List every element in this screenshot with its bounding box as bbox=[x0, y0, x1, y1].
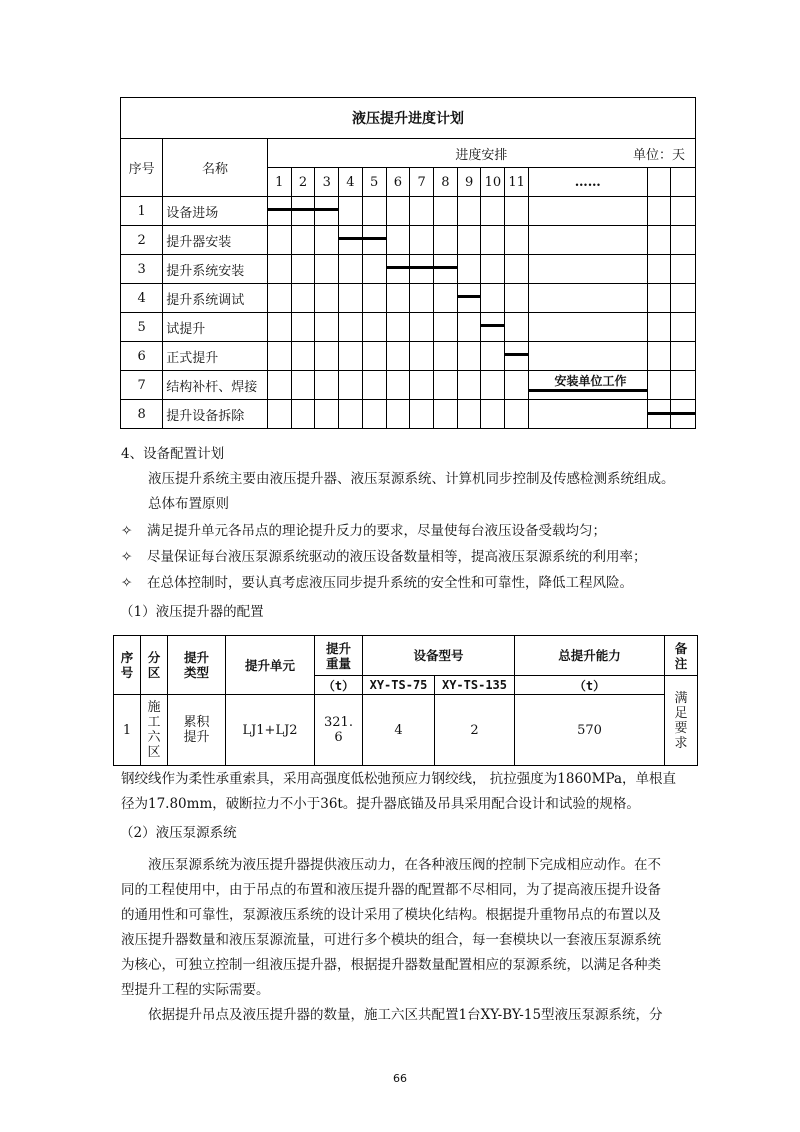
day-cell bbox=[457, 226, 481, 255]
day-header: 4 bbox=[339, 168, 363, 197]
bullet-item bbox=[121, 545, 647, 565]
day-cell bbox=[457, 342, 481, 371]
day-cell bbox=[647, 284, 670, 313]
day-cell bbox=[670, 400, 695, 429]
day-cell bbox=[291, 400, 315, 429]
day-cell bbox=[647, 226, 670, 255]
bullet-icon: ✧ bbox=[121, 523, 133, 539]
header-name: 名称 bbox=[163, 139, 268, 197]
day-cell bbox=[505, 197, 529, 226]
eq-header-seq bbox=[114, 636, 141, 695]
day-cell bbox=[647, 400, 670, 429]
day-cell bbox=[291, 255, 315, 284]
day-cell bbox=[339, 400, 363, 429]
header-progress: 进度安排 bbox=[455, 147, 508, 163]
eq-seq: 1 bbox=[114, 695, 141, 766]
eq-unit-weight: （t） bbox=[315, 676, 363, 695]
day-cell bbox=[505, 255, 529, 284]
day-cell bbox=[410, 226, 434, 255]
eq-m1-qty: 4 bbox=[363, 695, 435, 766]
eq-header-type-text: 提升类型 bbox=[183, 650, 209, 680]
row-no: 7 bbox=[121, 371, 163, 400]
day-cell bbox=[267, 255, 291, 284]
day-cell bbox=[481, 226, 505, 255]
day-cell bbox=[410, 342, 434, 371]
eq-header-seq-text: 序号 bbox=[120, 650, 134, 680]
day-cell bbox=[481, 255, 505, 284]
day-cell bbox=[362, 400, 386, 429]
day-cell bbox=[457, 371, 481, 400]
day-cell bbox=[647, 342, 670, 371]
day-cell bbox=[434, 342, 458, 371]
eq-m2-qty: 2 bbox=[435, 695, 515, 766]
day-cell bbox=[267, 371, 291, 400]
eq-zone bbox=[141, 695, 168, 766]
day-cell bbox=[410, 400, 434, 429]
eq-model-2: XY-TS-135 bbox=[435, 676, 515, 695]
day-cell bbox=[315, 197, 339, 226]
day-cell bbox=[386, 197, 410, 226]
day-cell bbox=[315, 284, 339, 313]
day-cell bbox=[481, 197, 505, 226]
day-header-blank bbox=[647, 168, 670, 197]
pump-para-line: 同的工程使用中，由于吊点的布置和液压提升器的配置都不尽相同，为了提高液压提升设备 bbox=[121, 882, 661, 898]
bullet-item bbox=[121, 519, 606, 539]
bullet-icon: ✧ bbox=[121, 575, 133, 591]
eq-header-type bbox=[168, 636, 226, 695]
day-header-blank bbox=[670, 168, 695, 197]
eq-unit-capacity: （t） bbox=[515, 676, 665, 695]
day-cell bbox=[647, 313, 670, 342]
bullet-text: 满足提升单元各吊点的理论提升反力的要求，尽量使每台液压设备受载均匀； bbox=[147, 523, 606, 539]
day-header: 2 bbox=[291, 168, 315, 197]
day-cell bbox=[457, 284, 481, 313]
day-cell bbox=[410, 313, 434, 342]
day-cell bbox=[291, 342, 315, 371]
day-cell bbox=[362, 197, 386, 226]
eq-zone-text: 施工六区 bbox=[147, 700, 161, 760]
eq-type bbox=[168, 695, 226, 766]
day-cell bbox=[481, 371, 505, 400]
day-cell bbox=[410, 371, 434, 400]
day-cell bbox=[339, 255, 363, 284]
day-cell bbox=[339, 197, 363, 226]
sub1-heading: （1）液压提升器的配置 bbox=[120, 604, 264, 620]
row-no: 5 bbox=[121, 313, 163, 342]
row-no: 1 bbox=[121, 197, 163, 226]
day-cell bbox=[291, 313, 315, 342]
day-cell bbox=[267, 342, 291, 371]
eq-weight bbox=[315, 695, 363, 766]
day-cell bbox=[670, 313, 695, 342]
bullet-text: 尽量保证每台液压泵源系统驱动的液压设备数量相等，提高液压泵源系统的利用率； bbox=[147, 549, 647, 565]
day-cell bbox=[339, 313, 363, 342]
schedule-title: 液压提升进度计划 bbox=[121, 98, 696, 139]
day-cell bbox=[386, 284, 410, 313]
day-cell bbox=[528, 400, 647, 429]
row-task-name: 结构补杆、焊接 bbox=[163, 371, 268, 400]
gantt-note: 安装单位工作 bbox=[554, 373, 627, 388]
day-cell bbox=[528, 371, 647, 400]
day-cell bbox=[434, 313, 458, 342]
day-cell bbox=[362, 284, 386, 313]
eq-header-zone bbox=[141, 636, 168, 695]
day-cell bbox=[528, 197, 647, 226]
section4-intro: 液压提升系统主要由液压提升器、液压泵源系统、计算机同步控制及传感检测系统组成。 bbox=[148, 471, 675, 487]
pump-para-line: 液压泵源系统为液压提升器提供液压动力，在各种液压阀的控制下完成相应动作。在不 bbox=[148, 857, 661, 873]
eq-type-text: 累积提升 bbox=[183, 715, 210, 745]
bullet-icon: ✧ bbox=[121, 549, 133, 565]
day-cell bbox=[528, 342, 647, 371]
day-cell bbox=[670, 255, 695, 284]
day-header: 6 bbox=[386, 168, 410, 197]
day-cell bbox=[386, 400, 410, 429]
day-cell bbox=[457, 400, 481, 429]
day-cell bbox=[339, 226, 363, 255]
row-task-name: 试提升 bbox=[163, 313, 268, 342]
day-cell bbox=[291, 226, 315, 255]
pump-para-line: 液压提升器数量和液压泵源流量，可进行多个模块的组合，每一套模块以一套液压泵源系统 bbox=[121, 932, 661, 948]
eq-unit: LJ1+LJ2 bbox=[226, 695, 315, 766]
eq-capacity: 570 bbox=[515, 695, 665, 766]
schedule-row bbox=[121, 284, 696, 313]
eq-header-remark-text: 备注 bbox=[674, 640, 688, 671]
schedule-row bbox=[121, 226, 696, 255]
pump-para-line: 为核心，可独立控制一组液压提升器，根据提升器数量配置相应的泵源系统，以满足各种类 bbox=[121, 957, 661, 973]
row-task-name: 提升器安装 bbox=[163, 226, 268, 255]
day-cell bbox=[267, 400, 291, 429]
day-cell bbox=[291, 371, 315, 400]
day-cell bbox=[457, 313, 481, 342]
day-cell bbox=[481, 313, 505, 342]
day-cell bbox=[267, 197, 291, 226]
day-cell bbox=[315, 400, 339, 429]
schedule-row bbox=[121, 371, 696, 400]
header-unit: 单位：天 bbox=[632, 148, 685, 163]
row-task-name: 提升设备拆除 bbox=[163, 400, 268, 429]
eq-header-weight-text: 提升重量 bbox=[325, 640, 351, 671]
row-task-name: 提升系统安装 bbox=[163, 255, 268, 284]
day-cell bbox=[339, 284, 363, 313]
schedule-row bbox=[121, 255, 696, 284]
day-cell bbox=[267, 313, 291, 342]
day-cell bbox=[386, 342, 410, 371]
day-cell bbox=[670, 197, 695, 226]
day-cell bbox=[457, 197, 481, 226]
day-cell bbox=[670, 342, 695, 371]
eq-header-model: 设备型号 bbox=[363, 636, 515, 676]
day-cell bbox=[291, 284, 315, 313]
day-cell bbox=[670, 226, 695, 255]
day-cell bbox=[386, 255, 410, 284]
day-cell bbox=[505, 342, 529, 371]
day-cell bbox=[339, 342, 363, 371]
day-cell bbox=[339, 371, 363, 400]
day-cell bbox=[315, 226, 339, 255]
row-no: 6 bbox=[121, 342, 163, 371]
day-cell bbox=[528, 255, 647, 284]
row-task-name: 正式提升 bbox=[163, 342, 268, 371]
header-seq: 序号 bbox=[121, 139, 163, 197]
day-cell bbox=[647, 255, 670, 284]
equipment-table bbox=[113, 635, 698, 766]
day-cell bbox=[670, 371, 695, 400]
day-header: 10 bbox=[481, 168, 505, 197]
day-cell bbox=[528, 284, 647, 313]
day-cell bbox=[267, 284, 291, 313]
day-cell bbox=[267, 226, 291, 255]
day-cell bbox=[315, 313, 339, 342]
bullet-text: 在总体控制时，要认真考虑液压同步提升系统的安全性和可靠性，降低工程风险。 bbox=[147, 575, 633, 591]
page-number: 66 bbox=[393, 1072, 407, 1085]
day-cell bbox=[410, 197, 434, 226]
pump-para-line: 的通用性和可靠性，泵源液压系统的设计采用了模块化结构。根据提升重物吊点的布置以及 bbox=[121, 907, 661, 923]
day-cell bbox=[505, 400, 529, 429]
eq-remark-text: 满足要求 bbox=[674, 690, 688, 751]
pump-para-line: 型提升工程的实际需要。 bbox=[121, 982, 270, 998]
row-no: 8 bbox=[121, 400, 163, 429]
eq-header-remark bbox=[665, 636, 698, 676]
eq-weight-text: 321.6 bbox=[324, 715, 353, 745]
day-cell bbox=[505, 284, 529, 313]
header-progress-row bbox=[267, 139, 695, 168]
day-header: 1 bbox=[267, 168, 291, 197]
day-cell bbox=[528, 313, 647, 342]
day-header: 11 bbox=[505, 168, 529, 197]
day-cell bbox=[505, 371, 529, 400]
day-cell bbox=[410, 255, 434, 284]
day-cell bbox=[434, 400, 458, 429]
day-cell bbox=[481, 284, 505, 313]
schedule-row bbox=[121, 313, 696, 342]
day-cell bbox=[505, 226, 529, 255]
schedule-row bbox=[121, 342, 696, 371]
eq-model-1: XY-TS-75 bbox=[363, 676, 435, 695]
day-cell bbox=[315, 371, 339, 400]
day-header: 7 bbox=[410, 168, 434, 197]
day-cell bbox=[315, 255, 339, 284]
day-cell bbox=[291, 197, 315, 226]
steel-strand-line-1: 钢绞线作为柔性承重索具，采用高强度低松弛预应力钢绞线， 抗拉强度为1860MPa，单根直 bbox=[121, 771, 676, 787]
schedule-table bbox=[120, 97, 696, 429]
day-header: 5 bbox=[362, 168, 386, 197]
day-cell bbox=[434, 226, 458, 255]
schedule-row bbox=[121, 400, 696, 429]
day-header-dots: …… bbox=[528, 168, 647, 197]
eq-header-zone-text: 分区 bbox=[147, 650, 161, 680]
section4-heading: 4、设备配置计划 bbox=[121, 446, 225, 462]
schedule-row bbox=[121, 197, 696, 226]
day-cell bbox=[481, 400, 505, 429]
day-cell bbox=[481, 342, 505, 371]
principle-title: 总体布置原则 bbox=[148, 496, 229, 512]
pump-para-line: 依据提升吊点及液压提升器的数量，施工六区共配置1台XY-BY-15型液压泵源系统，分 bbox=[148, 1007, 663, 1023]
day-cell bbox=[647, 197, 670, 226]
day-cell bbox=[362, 342, 386, 371]
day-cell bbox=[362, 371, 386, 400]
day-cell bbox=[505, 313, 529, 342]
day-cell bbox=[386, 226, 410, 255]
row-task-name: 设备进场 bbox=[163, 197, 268, 226]
day-cell bbox=[410, 284, 434, 313]
eq-header-capacity: 总提升能力 bbox=[515, 636, 665, 676]
eq-header-unit: 提升单元 bbox=[226, 636, 315, 695]
sub2-heading: （2）液压泵源系统 bbox=[120, 825, 237, 841]
day-cell bbox=[434, 197, 458, 226]
day-cell bbox=[386, 371, 410, 400]
day-cell bbox=[315, 342, 339, 371]
row-task-name: 提升系统调试 bbox=[163, 284, 268, 313]
day-cell bbox=[647, 371, 670, 400]
eq-header-weight bbox=[315, 636, 363, 676]
row-no: 2 bbox=[121, 226, 163, 255]
bullet-item bbox=[121, 571, 633, 591]
day-cell bbox=[434, 255, 458, 284]
day-cell bbox=[362, 313, 386, 342]
steel-strand-line-2: 径为17.80mm，破断拉力不小于36t。提升器底锚及吊具采用配合设计和试验的规格。 bbox=[121, 796, 640, 812]
day-cell bbox=[362, 226, 386, 255]
eq-remark bbox=[665, 676, 698, 766]
day-cell bbox=[457, 255, 481, 284]
day-cell bbox=[434, 284, 458, 313]
row-no: 3 bbox=[121, 255, 163, 284]
row-no: 4 bbox=[121, 284, 163, 313]
day-header: 3 bbox=[315, 168, 339, 197]
day-cell bbox=[386, 313, 410, 342]
day-cell bbox=[528, 226, 647, 255]
day-cell bbox=[362, 255, 386, 284]
day-header: 8 bbox=[434, 168, 458, 197]
day-header: 9 bbox=[457, 168, 481, 197]
day-cell bbox=[434, 371, 458, 400]
day-cell bbox=[670, 284, 695, 313]
